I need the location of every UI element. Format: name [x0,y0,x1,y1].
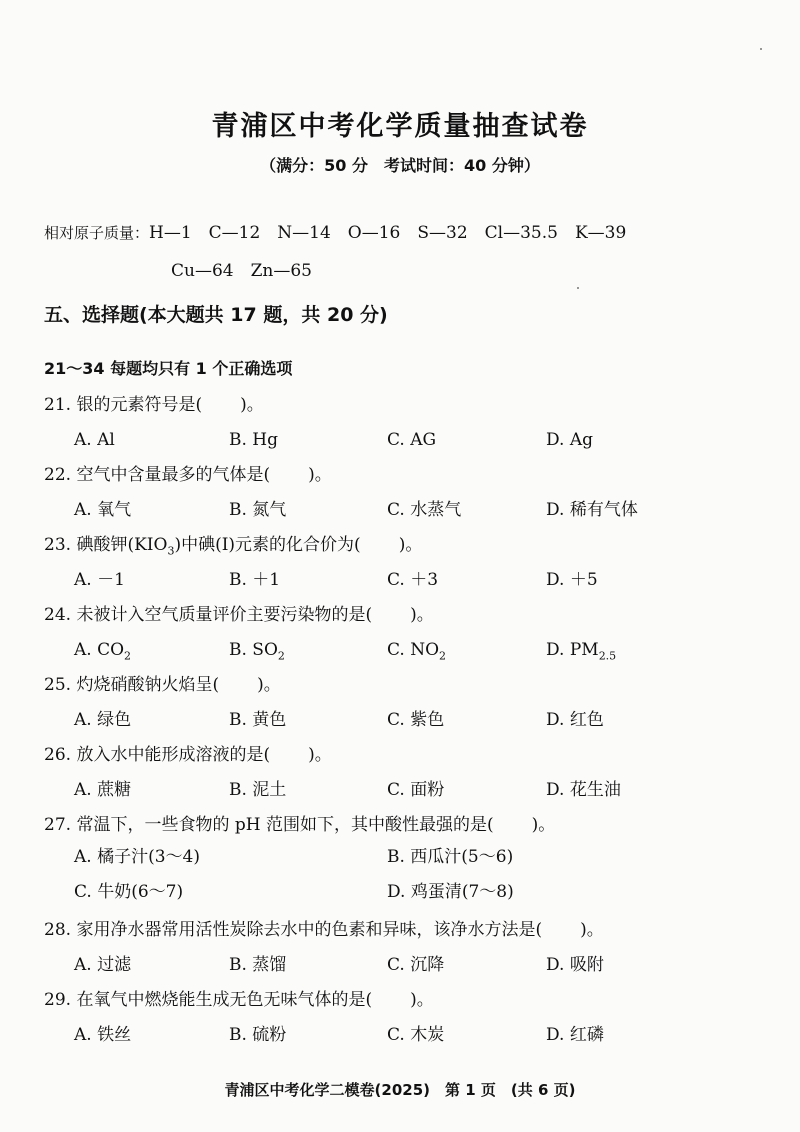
atomic-masses-label: 相对原子质量： [44,224,150,242]
option-d: D. Ag [546,430,593,450]
section-title: 五、选择题(本大题共 17 题，共 20 分) [44,304,388,326]
option-a: A. 蔗糖 [74,780,132,800]
option-a: A. 氧气 [74,500,132,520]
option-c: C. $NO_2$ [387,640,447,663]
option-d: D. 吸附 [546,955,604,975]
option-a: A. 铁丝 [74,1025,132,1045]
option-d: D. 稀有气体 [546,500,638,520]
option-b: B. 西瓜汁(5～6) [387,847,514,867]
exam-info: （满分：50 分 考试时间：40 分钟） [260,156,540,175]
options [44,700,764,740]
option-a: A. Al [74,430,115,450]
option-b: B. 泥土 [229,780,287,800]
options [44,560,764,600]
option-c: C. 沉降 [387,955,445,975]
option-b: B. 硫粉 [229,1025,287,1045]
options-row-1 [44,840,764,875]
atomic-masses [44,214,626,290]
options [44,420,764,460]
option-d: D. 红磷 [546,1025,604,1045]
question-stem: 27. 常温下，一些食物的 pH 范围如下，其中酸性最强的是( )。 [44,815,556,835]
atomic-masses-line2: Cu—64 Zn—65 [171,261,312,281]
options-row-2 [44,875,764,910]
option-d: D. ＋5 [546,570,598,590]
question-stem: 22. 空气中含量最多的气体是( )。 [44,465,332,485]
question-stem: 29. 在氧气中燃烧能生成无色无味气体的是( )。 [44,990,434,1010]
option-c: C. 面粉 [387,780,445,800]
atomic-masses-line1: H—1 C—12 N—14 O—16 S—32 Cl—35.5 K—39 [149,223,627,243]
question-stem: 21. 银的元素符号是( )。 [44,395,264,415]
option-b: B. ＋1 [229,570,281,590]
question-21 [44,390,764,460]
question-stem: 25. 灼烧硝酸钠火焰呈( )。 [44,675,281,695]
section-note: 21～34 每题均只有 1 个正确选项 [44,359,293,378]
option-b: B. Hg [229,430,279,450]
options [44,1015,764,1055]
question-25 [44,670,764,740]
option-b: B. 氮气 [229,500,287,520]
option-d: D. 红色 [546,710,604,730]
page-title: 青浦区中考化学质量抽查试卷 [211,111,589,142]
option-c: C. ＋3 [387,570,439,590]
option-c: C. 牛奶(6～7) [74,882,184,902]
question-27 [44,810,764,910]
option-b: B. 蒸馏 [229,955,287,975]
option-c: C. 紫色 [387,710,445,730]
question-26 [44,740,764,810]
question-28 [44,915,764,985]
option-c: C. 水蒸气 [387,500,462,520]
options [44,770,764,810]
question-22 [44,460,764,530]
option-a: A. 橘子汁(3～4) [74,847,200,867]
option-a: A. 绿色 [74,710,132,730]
question-23 [44,530,764,600]
option-b: B. 黄色 [229,710,287,730]
options [44,630,764,670]
question-24 [44,600,764,670]
question-stem: 26. 放入水中能形成溶液的是( )。 [44,745,332,765]
option-c: C. AG [387,430,437,450]
question-stem: 24. 未被计入空气质量评价主要污染物的是( )。 [44,605,434,625]
option-a: A. 过滤 [74,955,132,975]
scan-speck [760,48,762,50]
option-d: D. 花生油 [546,780,621,800]
question-29 [44,985,764,1055]
option-c: C. 木炭 [387,1025,445,1045]
option-d: D. 鸡蛋清(7～8) [387,882,514,902]
option-b: B. $SO_2$ [229,640,285,663]
option-a: A. －1 [74,570,125,590]
page-footer: 青浦区中考化学二模卷(2025) 第 1 页 (共 6 页) [224,1081,576,1099]
options [44,945,764,985]
scan-speck [577,287,579,289]
option-a: A. $CO_2$ [74,640,132,663]
options [44,490,764,530]
question-stem: 28. 家用净水器常用活性炭除去水中的色素和异味，该净水方法是( )。 [44,920,604,940]
question-stem: 23. 碘酸钾$(KIO_3)$中碘(I)元素的化合价为( )。 [44,535,423,558]
option-d: D. $PM_{2.5}$ [546,640,617,663]
